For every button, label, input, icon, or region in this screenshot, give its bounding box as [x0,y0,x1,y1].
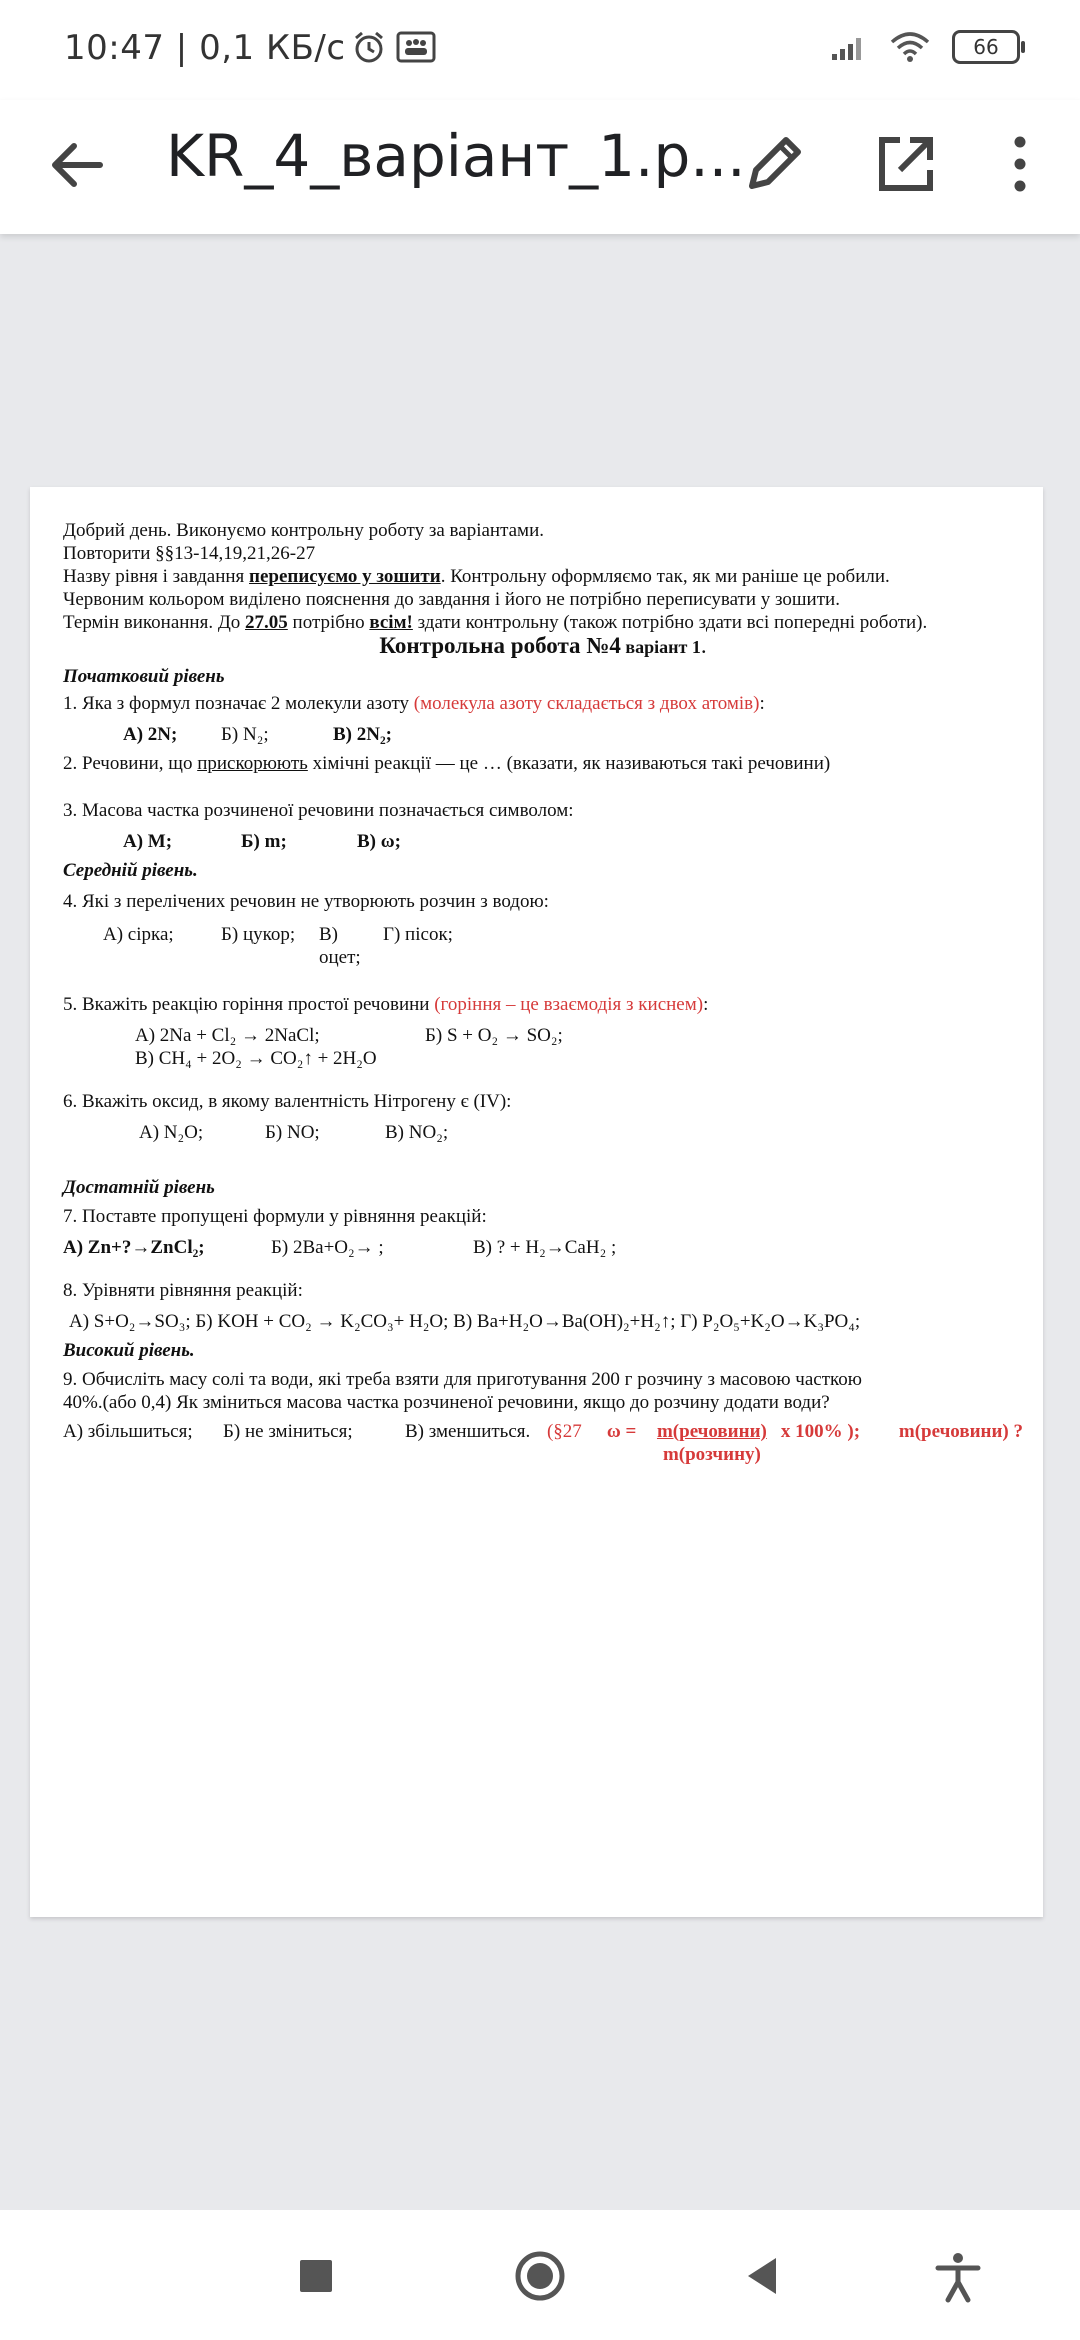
question-9: 9. Обчисліть масу солі та води, які треба взяти для приготування 200 г розчину з масовою часткою [63,1369,862,1390]
alarm-icon [352,30,386,64]
level-heading: Початковий рівень [63,666,225,687]
question-8: 8. Урівняти рівняння реакцій: [63,1280,303,1301]
square-icon [288,2248,344,2304]
status-right-icons [830,30,1020,64]
question-1: 1. Яка з формул позначає 2 молекули азоту (молекула азоту складається з двох атомів): [63,693,765,714]
answers-5: А) 2Na + Cl₂ → 2NaCl; Б) S + O₂ → SO₂; [135,1025,563,1046]
answers-3: А) М; Б) m; В) ω; [123,831,401,852]
more-vert-icon [990,128,1050,200]
status-left-icons [352,30,436,64]
answer-5-c: В) CH₄ + 2O₂ → CO₂↑ + 2H₂O [135,1048,377,1069]
accessibility-button[interactable] [930,2248,986,2304]
document-content [63,519,1023,1466]
question-9: 40%.(або 0,4) Як зміниться масова частка розчиненої речовини, якщо до розчину додати води? [63,1392,830,1413]
answers-6: А) N₂O; Б) NO; В) NO₂; [139,1122,449,1143]
teams-icon [396,30,436,64]
navigation-bar [0,2210,1080,2340]
back-nav-button[interactable] [736,2248,792,2304]
document-page[interactable] [30,487,1043,1917]
answers-4: А) сірка; Б) цукор; В) оцет; Г) пісок; [103,924,453,968]
open-in-new-icon [870,128,942,200]
open-in-app-button[interactable] [870,128,942,200]
question-2: 2. Речовини, що прискорюють хімічні реакції — це … (вказати, як називаються такі речовини) [63,753,831,774]
answers-9: А) збільшиться; Б) не зміниться; В) зменшиться. (§27 ω = m(речовини) m(розчину) х 100% ); m(речовини) ? [63,1421,1023,1465]
equations-8: А) S+O₂→SO₃; Б) KOH + CO₂ → K₂CO₃+ H₂O; В) Ba+H₂O→Ba(OH)₂+H₂↑; Г) P₂O₅+K₂O→K₃PO₄; [69,1311,861,1332]
document-title: KR_4_варіант_1.p... [166,122,746,190]
battery-indicator: 66 [952,30,1020,64]
answers-1: А) 2N; Б) N₂; В) 2N₂; [123,724,392,745]
intro-line: Термін виконання. До 27.05 потрібно всім! здати контрольну (також потрібно здати всі попередні роботи). [63,612,928,633]
app-bar [0,100,1080,234]
formula-fraction: m(речовини) m(розчину) [656,1421,767,1465]
back-button[interactable] [42,130,112,200]
question-6: 6. Вкажіть оксид, в якому валентність Нітрогену є (IV): [63,1091,512,1112]
intro-line: Добрий день. Виконуємо контрольну роботу за варіантами. [63,520,544,541]
signal-icon [830,32,868,62]
question-4: 4. Які з перелічених речовин не утворюють розчин з водою: [63,891,549,912]
pencil-icon [738,128,810,200]
question-7: 7. Поставте пропущені формули у рівняння реакцій: [63,1206,487,1227]
more-options-button[interactable] [990,128,1050,200]
home-button[interactable] [512,2248,568,2304]
intro-line: Повторити §§13-14,19,21,26-27 [63,543,316,564]
status-time: 10:47 | 0,1 КБ/с [64,28,346,68]
status-bar [0,0,1080,100]
wifi-icon [890,32,930,62]
recent-apps-button[interactable] [288,2248,344,2304]
answers-7: А) Zn+?→ZnCl₂; Б) 2Ba+O₂→ ; В) ? + H₂→CaH₂ ; [63,1237,617,1258]
level-heading: Високий рівень. [63,1340,195,1361]
intro-line: Назву рівня і завдання переписуємо у зошити. Контрольну оформляємо так, як ми раніше це робили. [63,566,890,587]
accessibility-icon [930,2248,986,2304]
question-3: 3. Масова частка розчиненої речовини позначається символом: [63,800,574,821]
question-5: 5. Вкажіть реакцію горіння простої речовини (горіння – це взаємодія з киснем): [63,994,709,1015]
triangle-icon [736,2248,792,2304]
circle-icon [512,2248,568,2304]
arrow-left-icon [42,130,112,200]
level-heading: Середній рівень. [63,860,198,881]
intro-line: Червоним кольором виділено пояснення до завдання і його не потрібно переписувати у зошити. [63,589,840,610]
edit-button[interactable] [738,128,810,200]
doc-heading: Контрольна робота №4 варіант 1. [379,633,707,658]
level-heading: Достатній рівень [63,1177,215,1198]
